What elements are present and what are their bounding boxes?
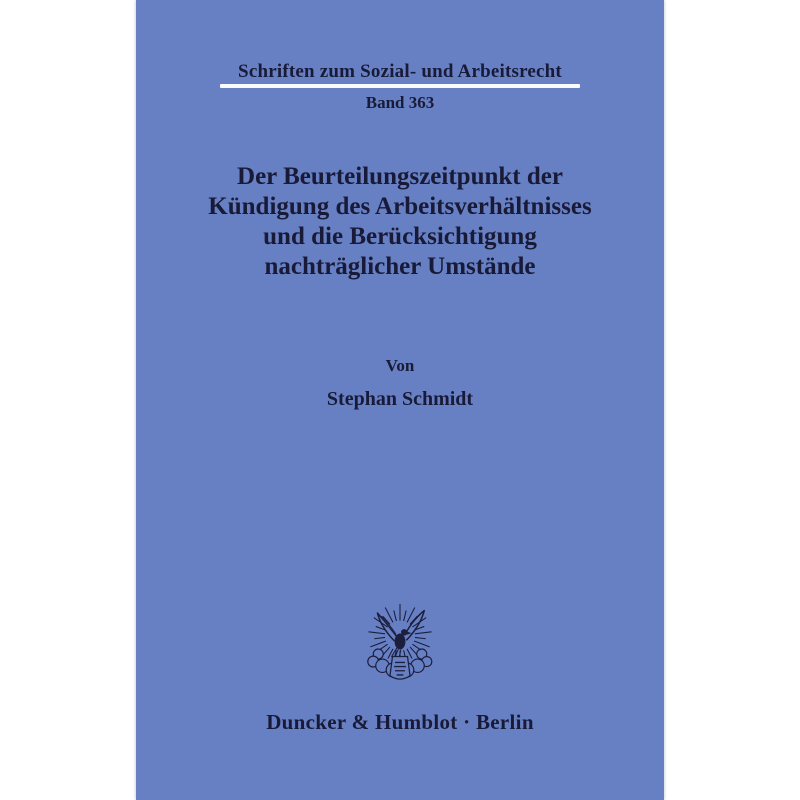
title-line: nachträglicher Umstände [264,253,536,280]
title-line: Der Beurteilungszeitpunkt der [237,163,563,190]
motto-banner-icon [390,657,410,680]
volume-number: Band 363 [365,93,435,112]
book-title [136,162,664,282]
title-line: und die Berücksichtigung [263,223,537,250]
publisher-logo [358,598,442,690]
byline-von: Von [385,356,415,375]
author-name: Stephan Schmidt [326,388,474,410]
dove-emblem-icon [358,598,442,690]
dove-body [395,634,406,650]
title-line: Kündigung des Arbeitsverhältnisses [208,193,592,220]
dove-head [401,629,407,635]
series-title: Schriften zum Sozial- und Arbeitsrecht [238,61,562,82]
book-cover [136,0,664,800]
series-divider-line [220,84,580,88]
publisher-imprint: Duncker & Humblot · Berlin [266,710,534,734]
